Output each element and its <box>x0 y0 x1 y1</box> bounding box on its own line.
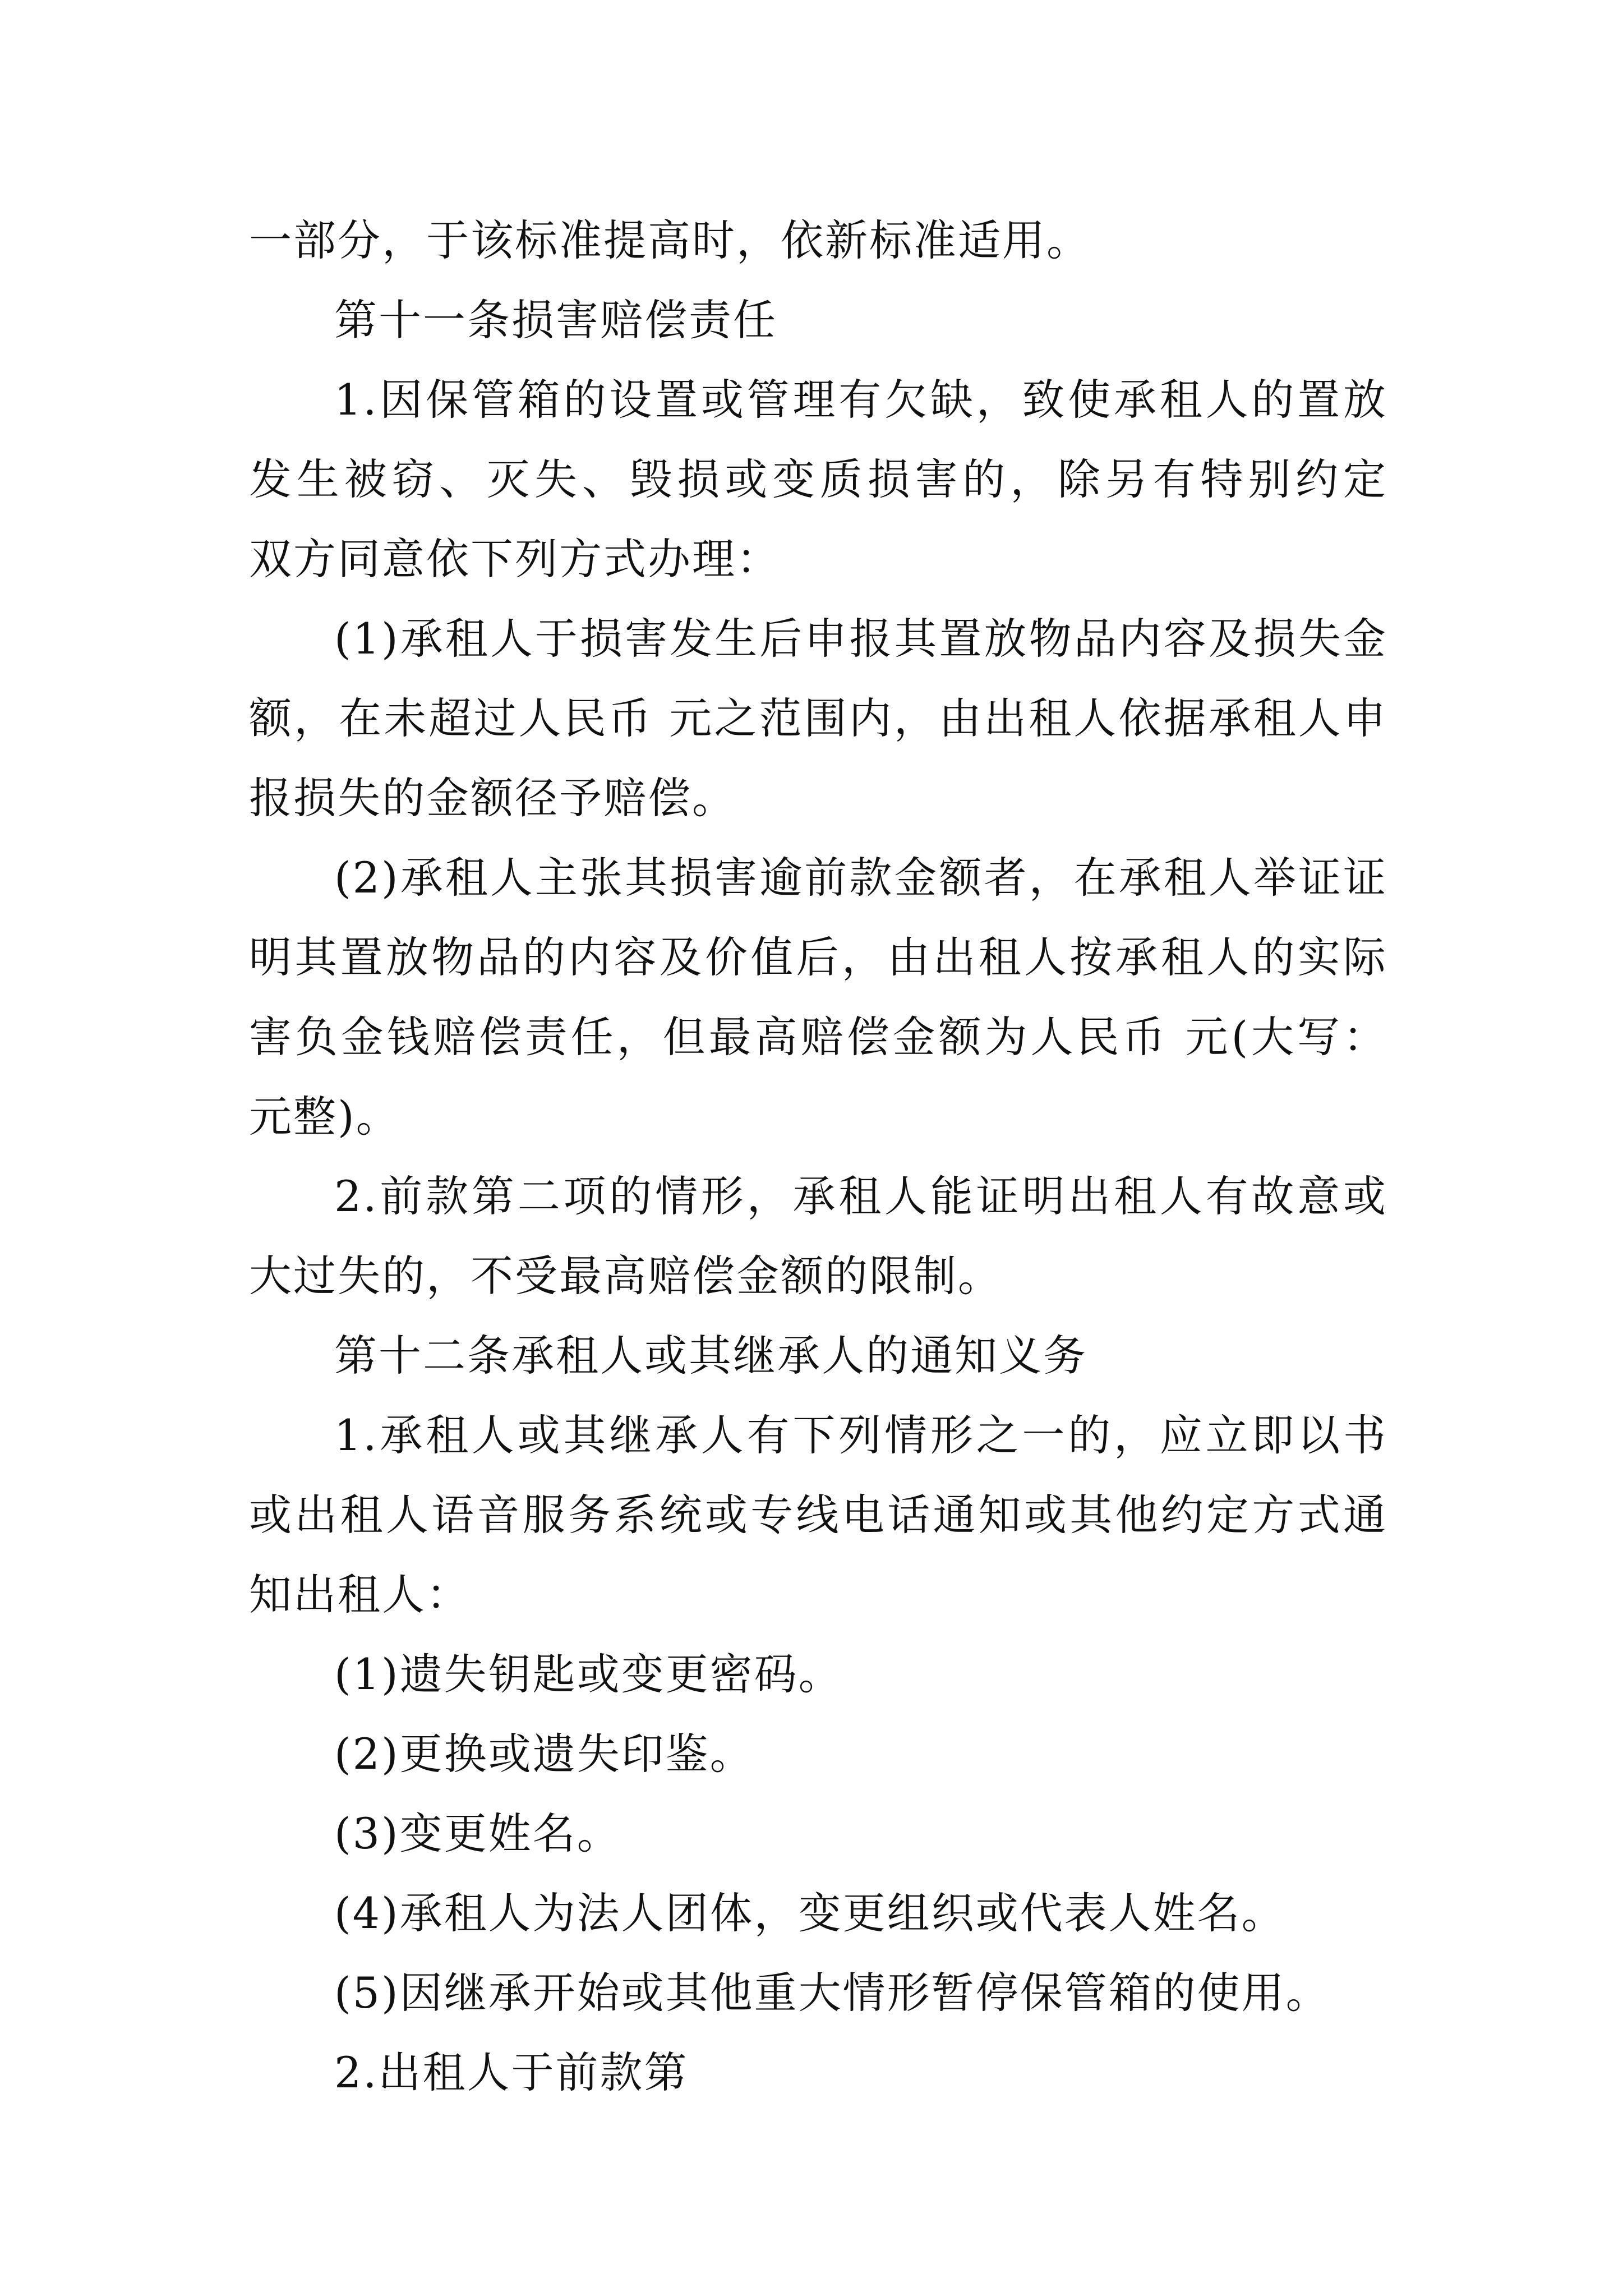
text-line: 或出租人语音服务系统或专线电话通知或其他约定方式通 <box>249 1490 1387 1540</box>
list-item: (2)更换或遗失印鉴。 <box>334 1729 754 1779</box>
article-heading: 第十二条承租人或其继承人的通知义务 <box>334 1331 1087 1381</box>
text-line: 额，在未超过人民币 元之范围内，由出租人依据承租人申 <box>249 693 1387 743</box>
text-line: 明其置放物品的内容及价值后，由出租人按承租人的实际 <box>249 932 1387 982</box>
text-line: 害负金钱赔偿责任，但最高赔偿金额为人民币 元(大写： <box>249 1012 1387 1062</box>
article-heading: 第十一条损害赔偿责任 <box>334 295 777 345</box>
text-line: (2)承租人主张其损害逾前款金额者，在承租人举证证 <box>334 853 1387 903</box>
text-line: 元整)。 <box>249 1092 400 1142</box>
text-line: 发生被窃、灭失、毁损或变质损害的，除另有特别约定 <box>249 454 1387 504</box>
text-line: 大过失的，不受最高赔偿金额的限制。 <box>249 1251 1002 1301</box>
list-item: (1)遗失钥匙或变更密码。 <box>334 1649 843 1699</box>
document-body <box>249 201 1387 2113</box>
list-item: (5)因继承开始或其他重大情形暂停保管箱的使用。 <box>334 1968 1330 2018</box>
text-line: 一部分，于该标准提高时，依新标准适用。 <box>249 215 1091 265</box>
text-line: (1)承租人于损害发生后申报其置放物品内容及损失金 <box>334 614 1387 664</box>
list-item: (3)变更姓名。 <box>334 1809 621 1858</box>
list-item: (4)承租人为法人团体，变更组织或代表人姓名。 <box>334 1888 1286 1938</box>
text-line: 2.前款第二项的情形，承租人能证明出租人有故意或 <box>334 1171 1387 1221</box>
text-line: 报损失的金额径予赔偿。 <box>249 773 736 823</box>
text-line: 1.因保管箱的设置或管理有欠缺，致使承租人的置放 <box>334 375 1387 425</box>
text-line: 知出租人： <box>249 1570 471 1619</box>
text-line: 2.出租人于前款第 <box>334 2047 689 2097</box>
text-line: 1.承租人或其继承人有下列情形之一的，应立即以书 <box>334 1410 1387 1460</box>
text-line: 双方同意依下列方式办理： <box>249 534 781 584</box>
